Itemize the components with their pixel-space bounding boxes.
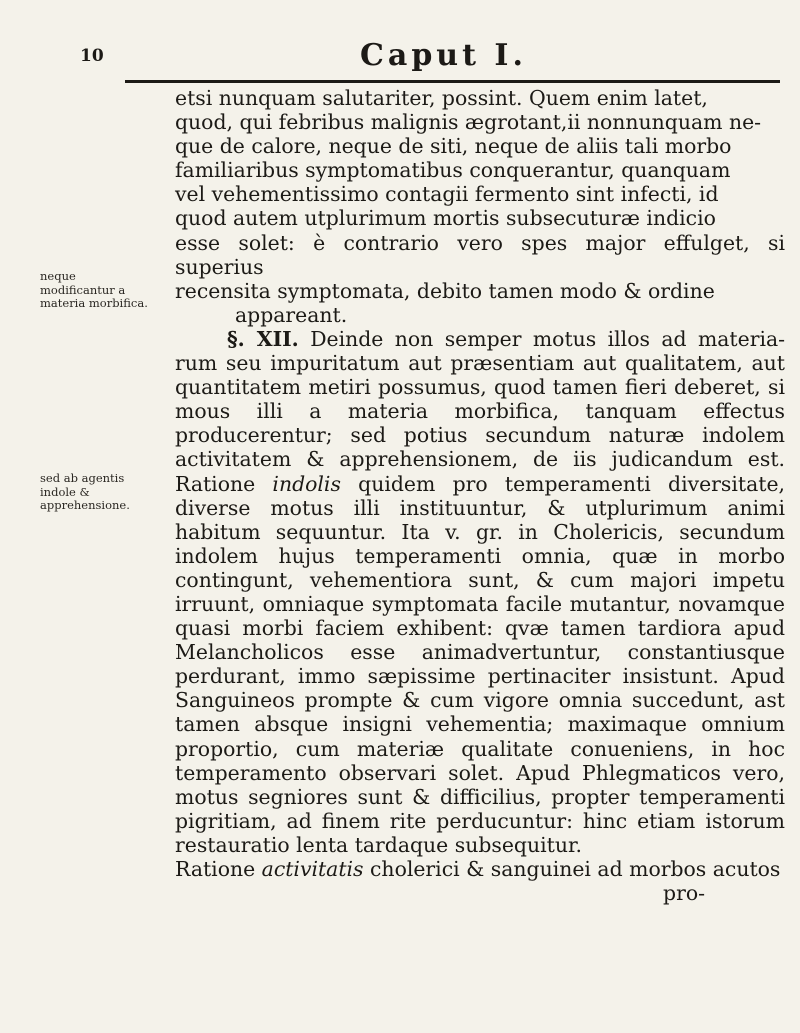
- last-lead: Ratione: [175, 857, 256, 881]
- emphasis-activitatis: activitatis: [261, 857, 364, 881]
- emphasis-indolis: indolis: [272, 471, 341, 496]
- margin-note-1: neque modificantur a materia morbifica.: [40, 269, 148, 310]
- catchword: pro-: [663, 881, 705, 906]
- last-text: cholerici & sanguinei ad morbos acutos: [370, 857, 781, 881]
- section-mark: §. XII.: [227, 326, 299, 351]
- running-head: Caput I.: [360, 38, 527, 73]
- text-line: etsi nunquam salutariter, possint. Quem enim latet,: [175, 86, 708, 110]
- body-text: [175, 86, 785, 905]
- margin-note-2: sed ab agentis indole & apprehensione.: [40, 471, 130, 512]
- text-line: esse solet: è contrario vero spes major effulget, si superius: [175, 230, 785, 279]
- text-line: appareant.: [235, 302, 348, 327]
- text-line: quod autem utplurimum mortis subsecuturæ indicio: [175, 206, 716, 231]
- text-line: recensita symptomata, debito tamen modo & ordine: [175, 278, 715, 303]
- page-header: [80, 38, 740, 78]
- header-rule: [125, 80, 780, 83]
- section-paragraph: [175, 327, 785, 857]
- text-line: vel vehementissimo contagii fermento sint infecti, id: [175, 182, 719, 207]
- section-text-2: quidem pro temperamenti diversitate, diverse motus illi instituuntur, & utplurimum animi habitum sequuntur. Ita v. gr. in Cholericis, secundum indolem hujus temperamenti omnia, quæ in morbo contingunt, vehementiora sunt, & cum majori impetu irruunt, omniaque symptomata facile mutantur, novamque quasi morbi faciem exhibent: qvæ tamen tardiora apud Melancholicos esse animadvertuntur, constantiusque perdurant, immo sæpissime pertinaciter insistunt. Apud Sanguineos prompte & cum vigore omnia succedunt, ast tamen absque insigni vehementia; maximaque omnium proportio, cum materiæ qualitate conueniens, in hoc temperamento observari solet. Apud Phlegmaticos vero, motus segniores sunt & difficilius, propter temperamenti pigritiam, ad finem rite perducuntur: hinc etiam istorum restauratio lenta tardaque subsequitur.: [175, 471, 786, 857]
- text-line: que de calore, neque de siti, neque de aliis tali morbo: [175, 134, 732, 159]
- last-line: [175, 857, 785, 881]
- section-text: Deinde non semper motus illos ad materia-rum seu impuritatum aut præsentiam aut qualitatem, aut quantitatem metiri possumus, quod tamen fieri deberet, si mous illi a materia morbifica, tanquam effectus producerentur; sed potius secundum naturæ indolem activitatem & apprehensionem, de iis judicandum est. Ratione: [175, 326, 786, 496]
- page-number: 10: [80, 46, 104, 66]
- text-line: quod, qui febribus malignis ægrotant,ii nonnunquam ne-: [175, 110, 762, 135]
- text-line: familiaribus symptomatibus conquerantur, quanquam: [175, 158, 731, 183]
